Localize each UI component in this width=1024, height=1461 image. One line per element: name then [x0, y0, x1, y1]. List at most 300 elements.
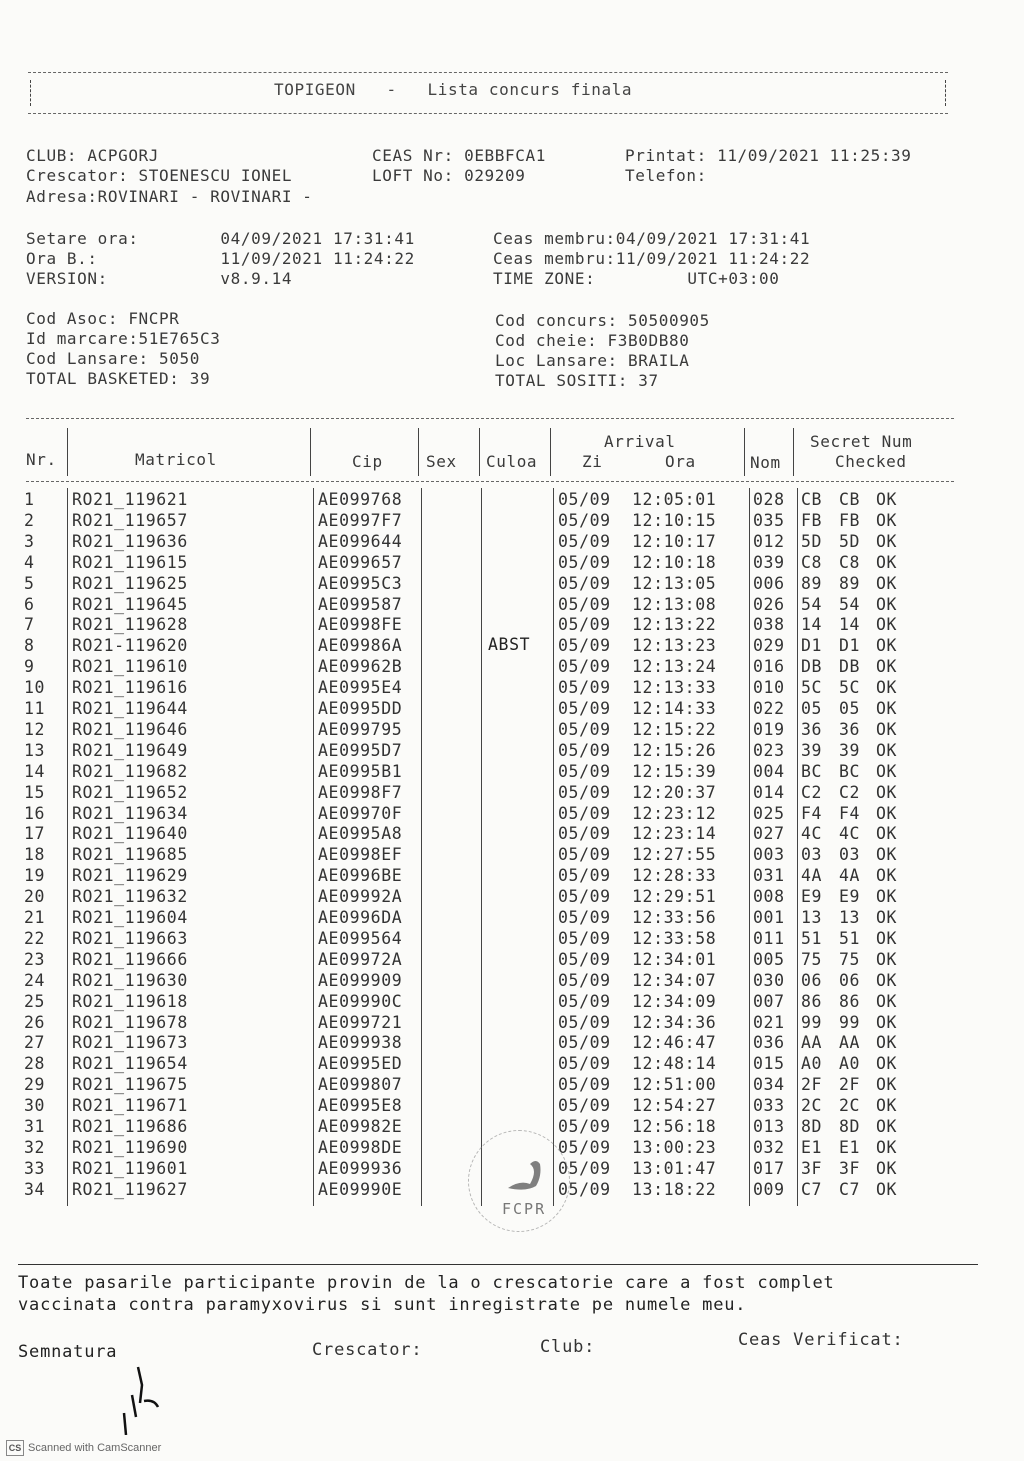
handwritten-signature [118, 1365, 168, 1435]
cell-zi: 05/09 [558, 761, 611, 781]
camscanner-logo-icon: CS [6, 1440, 24, 1456]
cell-cip: AE0996DA [318, 908, 403, 927]
cell-chk: OK [876, 1075, 898, 1095]
cell-s2: 99 [839, 1012, 861, 1032]
cell-chk: OK [876, 1137, 898, 1157]
cell-nr: 34 [24, 1179, 46, 1199]
cell-zi: 05/09 [558, 782, 611, 802]
cell-matricol: RO21-119620 [72, 636, 188, 656]
cell-s1: E1 [801, 1137, 823, 1157]
cell-matricol: RO21_119621 [72, 490, 188, 509]
cell-nr: 26 [24, 1012, 46, 1032]
cell-nr: 8 [24, 636, 35, 656]
cell-nr: 28 [24, 1054, 46, 1074]
cell-zi: 05/09 [558, 928, 611, 948]
cell-cip: AE099564 [318, 928, 403, 948]
camscanner-watermark [6, 1440, 161, 1456]
cell-s1: 36 [801, 719, 823, 739]
title-box-left-border [30, 80, 31, 106]
loc-lansare-label: Loc Lansare: BRAILA [495, 351, 690, 370]
cell-ora: 12:23:12 [632, 803, 717, 823]
cell-zi: 05/09 [558, 740, 611, 760]
cell-ora: 12:29:51 [632, 887, 717, 907]
cell-s1: 05 [801, 699, 823, 718]
cell-nom: 036 [753, 1033, 785, 1053]
cell-cip: AE0998DE [318, 1137, 403, 1157]
vaccination-note-line2: vaccinata contra paramyxovirus si sunt inregistrate pe numele meu. [18, 1295, 747, 1315]
cell-nr: 24 [24, 970, 46, 990]
cell-ora: 12:56:18 [632, 1117, 717, 1136]
cell-zi: 05/09 [558, 1054, 611, 1074]
header-sep-arrival [744, 428, 745, 476]
cell-ora: 12:15:39 [632, 761, 717, 781]
table-row [0, 657, 1024, 678]
cell-nr: 5 [24, 573, 35, 593]
cell-s1: 51 [801, 928, 823, 948]
cell-matricol: RO21_119630 [72, 970, 188, 990]
cell-matricol: RO21_119610 [72, 657, 188, 677]
cell-zi: 05/09 [558, 887, 611, 907]
ceas-membru-end: Ceas membru:11/09/2021 11:24:22 [493, 249, 811, 268]
cell-matricol: RO21_119686 [72, 1117, 188, 1136]
cell-ora: 12:34:07 [632, 970, 717, 990]
table-row [0, 762, 1024, 783]
col-header-ora: Ora [665, 452, 696, 471]
cell-matricol: RO21_119675 [72, 1075, 188, 1095]
table-row [0, 908, 1024, 929]
cell-s1: 39 [801, 740, 823, 760]
cell-ora: 12:10:17 [632, 531, 717, 551]
cell-ora: 12:23:14 [632, 824, 717, 844]
cell-cip: AE0995B1 [318, 761, 403, 781]
club-label: CLUB: ACPGORJ [26, 146, 160, 165]
cell-ora: 13:18:22 [632, 1179, 717, 1199]
cell-s1: 89 [801, 573, 823, 593]
cell-nr: 7 [24, 615, 35, 635]
cell-matricol: RO21_119673 [72, 1033, 188, 1053]
cell-zi: 05/09 [558, 1179, 611, 1199]
cell-nom: 012 [753, 531, 785, 551]
cell-zi: 05/09 [558, 991, 611, 1011]
cell-s1: BC [801, 761, 823, 781]
table-row [0, 783, 1024, 804]
vaccination-note-line1: Toate pasarile participante provin de la o crescatorie care a fost complet [18, 1273, 835, 1293]
cell-matricol: RO21_119690 [72, 1137, 188, 1157]
cell-ora: 12:10:15 [632, 510, 717, 530]
cell-ora: 12:13:22 [632, 615, 717, 635]
cell-s2: 54 [839, 594, 861, 614]
header-sep-culoa [550, 428, 551, 476]
cell-nom: 021 [753, 1012, 785, 1032]
cell-nom: 007 [753, 991, 785, 1011]
cell-s1: 2F [801, 1075, 823, 1095]
cell-s1: 5C [801, 678, 823, 698]
cell-matricol: RO21_119616 [72, 678, 188, 698]
cell-zi: 05/09 [558, 803, 611, 823]
cell-zi: 05/09 [558, 1012, 611, 1032]
cell-s1: 13 [801, 908, 823, 927]
cell-zi: 05/09 [558, 510, 611, 530]
cell-nr: 15 [24, 782, 46, 802]
cell-s1: A0 [801, 1054, 823, 1074]
col-header-culoa: Culoa [486, 452, 538, 471]
cod-asoc-label: Cod Asoc: FNCPR [26, 309, 180, 328]
cell-chk: OK [876, 761, 898, 781]
cell-s1: F4 [801, 803, 823, 823]
cell-matricol: RO21_119645 [72, 594, 188, 614]
cell-s2: BC [839, 761, 861, 781]
col-header-checked: Checked [835, 452, 907, 471]
time-zone-label: TIME ZONE: UTC+03:00 [493, 269, 780, 288]
cod-concurs-label: Cod concurs: 50500905 [495, 311, 710, 330]
table-row [0, 741, 1024, 762]
cell-zi: 05/09 [558, 719, 611, 739]
ora-b-label: Ora B.: 11/09/2021 11:24:22 [26, 249, 415, 268]
cell-nom: 005 [753, 949, 785, 969]
table-row [0, 615, 1024, 636]
cell-nr: 14 [24, 761, 46, 781]
cell-nom: 025 [753, 803, 785, 823]
cell-matricol: RO21_119654 [72, 1054, 188, 1074]
cell-cip: AE099721 [318, 1012, 403, 1032]
cell-s1: C2 [801, 782, 823, 802]
cell-cip: AE0997F7 [318, 510, 403, 530]
cell-zi: 05/09 [558, 678, 611, 698]
cell-nom: 009 [753, 1179, 785, 1199]
cell-s1: 54 [801, 594, 823, 614]
cell-s1: 4A [801, 866, 823, 886]
cell-chk: OK [876, 594, 898, 614]
cell-ora: 12:33:56 [632, 908, 717, 927]
cell-chk: OK [876, 1117, 898, 1136]
cell-matricol: RO21_119646 [72, 719, 188, 739]
table-row [0, 1054, 1024, 1075]
header-sep-nom [793, 428, 794, 476]
cell-s2: 36 [839, 719, 861, 739]
table-row [0, 511, 1024, 532]
cell-matricol: RO21_119644 [72, 699, 188, 718]
cell-cip: AE0995DD [318, 699, 403, 718]
cell-nr: 33 [24, 1158, 46, 1178]
cell-s2: 86 [839, 991, 861, 1011]
cell-chk: OK [876, 719, 898, 739]
table-row [0, 1033, 1024, 1054]
cell-s2: 03 [839, 845, 861, 865]
cell-nom: 038 [753, 615, 785, 635]
cell-zi: 05/09 [558, 1158, 611, 1178]
cell-cip: AE09972A [318, 949, 403, 969]
cell-cip: AE09986A [318, 636, 403, 656]
total-basketed-label: TOTAL BASKETED: 39 [26, 369, 211, 388]
cell-chk: OK [876, 740, 898, 760]
table-row [0, 866, 1024, 887]
setare-ora-label: Setare ora: 04/09/2021 17:31:41 [26, 229, 415, 248]
cell-matricol: RO21_119618 [72, 991, 188, 1011]
cell-nom: 028 [753, 490, 785, 509]
semnatura-label: Semnatura [18, 1342, 118, 1362]
cell-nr: 9 [24, 657, 35, 677]
table-row [0, 845, 1024, 866]
cell-nom: 010 [753, 678, 785, 698]
cell-s2: 51 [839, 928, 861, 948]
cell-zi: 05/09 [558, 490, 611, 509]
cell-matricol: RO21_119628 [72, 615, 188, 635]
cell-s1: 06 [801, 970, 823, 990]
cell-nr: 1 [24, 490, 35, 509]
table-row [0, 824, 1024, 845]
cell-cip: AE0995C3 [318, 573, 403, 593]
table-row [0, 929, 1024, 950]
cell-matricol: RO21_119649 [72, 740, 188, 760]
cell-s2: 75 [839, 949, 861, 969]
cell-cip: AE0995ED [318, 1054, 403, 1074]
cell-nom: 034 [753, 1075, 785, 1095]
cell-cip: AE09970F [318, 803, 403, 823]
table-header-top-border [26, 418, 954, 419]
cell-s2: D1 [839, 636, 861, 656]
cell-nom: 019 [753, 719, 785, 739]
cell-matricol: RO21_119657 [72, 510, 188, 530]
cell-chk: OK [876, 1179, 898, 1199]
cell-matricol: RO21_119666 [72, 949, 188, 969]
col-header-nom: Nom [750, 453, 781, 472]
cell-cip: AE0996BE [318, 866, 403, 886]
cell-nr: 25 [24, 991, 46, 1011]
col-header-cip: Cip [352, 452, 383, 471]
cell-nom: 026 [753, 594, 785, 614]
cod-cheie-label: Cod cheie: F3B0DB80 [495, 331, 690, 350]
cell-zi: 05/09 [558, 657, 611, 677]
club-signature-label: Club: [540, 1337, 596, 1357]
cell-s1: 4C [801, 824, 823, 844]
title-box-bottom-border [28, 113, 948, 114]
cell-nr: 20 [24, 887, 46, 907]
cell-chk: OK [876, 531, 898, 551]
total-sositi-label: TOTAL SOSITI: 37 [495, 371, 659, 390]
cell-nom: 023 [753, 740, 785, 760]
cell-nr: 16 [24, 803, 46, 823]
cell-nr: 32 [24, 1137, 46, 1157]
cell-cip: AE0995D7 [318, 740, 403, 760]
cell-ora: 12:13:33 [632, 678, 717, 698]
table-row [0, 887, 1024, 908]
cell-ora: 12:13:23 [632, 636, 717, 656]
cell-s1: C8 [801, 552, 823, 572]
cell-chk: OK [876, 636, 898, 656]
table-row [0, 636, 1024, 657]
cell-chk: OK [876, 1096, 898, 1116]
cell-s1: 86 [801, 991, 823, 1011]
cell-zi: 05/09 [558, 594, 611, 614]
cell-chk: OK [876, 1012, 898, 1032]
cell-nom: 035 [753, 510, 785, 530]
cell-s2: 5C [839, 678, 861, 698]
cell-nr: 19 [24, 866, 46, 886]
footer-divider [18, 1264, 978, 1265]
cell-matricol: RO21_119678 [72, 1012, 188, 1032]
cell-nr: 12 [24, 719, 46, 739]
cell-cip: AE09990E [318, 1179, 403, 1199]
cell-ora: 12:28:33 [632, 866, 717, 886]
cell-s2: E1 [839, 1137, 861, 1157]
culoa-abst-note: ABST [488, 635, 531, 654]
ceas-membru-start: Ceas membru:04/09/2021 17:31:41 [493, 229, 811, 248]
cell-zi: 05/09 [558, 970, 611, 990]
cell-s1: DB [801, 657, 823, 677]
cell-s2: C7 [839, 1179, 861, 1199]
id-marcare-label: Id marcare:51E765C3 [26, 329, 221, 348]
cell-s2: A0 [839, 1054, 861, 1074]
cell-chk: OK [876, 866, 898, 886]
cell-nr: 17 [24, 824, 46, 844]
cell-ora: 12:13:05 [632, 573, 717, 593]
cell-ora: 12:13:24 [632, 657, 717, 677]
cell-s2: C2 [839, 782, 861, 802]
cell-cip: AE0995A8 [318, 824, 403, 844]
cell-cip: AE099807 [318, 1075, 403, 1095]
cell-matricol: RO21_119640 [72, 824, 188, 844]
table-row [0, 720, 1024, 741]
cell-cip: AE0998EF [318, 845, 403, 865]
table-row [0, 1075, 1024, 1096]
cell-nom: 011 [753, 928, 785, 948]
cell-nom: 029 [753, 636, 785, 656]
cell-chk: OK [876, 573, 898, 593]
cell-chk: OK [876, 1054, 898, 1074]
cell-matricol: RO21_119634 [72, 803, 188, 823]
table-row [0, 532, 1024, 553]
cell-cip: AE099644 [318, 531, 403, 551]
camscanner-text: Scanned with CamScanner [28, 1442, 162, 1454]
printat-label: Printat: 11/09/2021 11:25:39 [625, 146, 912, 165]
cell-zi: 05/09 [558, 615, 611, 635]
cell-s2: 8D [839, 1117, 861, 1136]
cell-zi: 05/09 [558, 845, 611, 865]
cell-cip: AE0998FE [318, 615, 403, 635]
cell-chk: OK [876, 490, 898, 509]
table-header-bottom-border [26, 481, 954, 482]
cell-zi: 05/09 [558, 949, 611, 969]
loft-no-label: LOFT No: 029209 [372, 166, 526, 185]
cell-cip: AE099909 [318, 970, 403, 990]
cell-ora: 12:10:18 [632, 552, 717, 572]
cell-s1: C7 [801, 1179, 823, 1199]
document-title: TOPIGEON - Lista concurs finala [274, 80, 633, 99]
cell-chk: OK [876, 510, 898, 530]
cell-nom: 016 [753, 657, 785, 677]
cell-cip: AE099587 [318, 594, 403, 614]
cell-s2: 3F [839, 1158, 861, 1178]
cell-chk: OK [876, 970, 898, 990]
cell-matricol: RO21_119625 [72, 573, 188, 593]
cell-cip: AE099795 [318, 719, 403, 739]
cell-s2: DB [839, 657, 861, 677]
cell-cip: AE09992A [318, 887, 403, 907]
col-header-secret-num: Secret Num [810, 432, 913, 451]
cell-cip: AE099938 [318, 1033, 403, 1053]
cell-s1: D1 [801, 636, 823, 656]
cell-cip: AE0995E8 [318, 1096, 403, 1116]
cell-nom: 006 [753, 573, 785, 593]
cell-s2: 05 [839, 699, 861, 718]
table-row [0, 992, 1024, 1013]
cell-s2: FB [839, 510, 861, 530]
cell-ora: 12:05:01 [632, 490, 717, 509]
cell-s1: 3F [801, 1158, 823, 1178]
col-header-arrival: Arrival [604, 432, 676, 451]
cell-matricol: RO21_119671 [72, 1096, 188, 1116]
cell-s1: 5D [801, 531, 823, 551]
table-row [0, 574, 1024, 595]
cell-chk: OK [876, 824, 898, 844]
cell-matricol: RO21_119627 [72, 1179, 188, 1199]
cell-s2: 14 [839, 615, 861, 635]
cell-zi: 05/09 [558, 552, 611, 572]
cell-zi: 05/09 [558, 866, 611, 886]
cell-matricol: RO21_119685 [72, 845, 188, 865]
col-header-matricol: Matricol [135, 450, 217, 469]
cell-ora: 12:51:00 [632, 1075, 717, 1095]
cell-s2: E9 [839, 887, 861, 907]
cell-cip: AE0995E4 [318, 678, 403, 698]
col-header-zi: Zi [582, 452, 603, 471]
cell-chk: OK [876, 1158, 898, 1178]
cell-nr: 4 [24, 552, 35, 572]
cell-nom: 031 [753, 866, 785, 886]
col-header-nr: Nr. [26, 450, 57, 469]
cell-nom: 039 [753, 552, 785, 572]
header-sep-matricol [310, 428, 311, 476]
pigeon-stamp-icon [500, 1150, 550, 1195]
cell-s2: CB [839, 490, 861, 509]
header-sep-cip [418, 428, 419, 476]
cell-nom: 030 [753, 970, 785, 990]
cod-lansare-label: Cod Lansare: 5050 [26, 349, 200, 368]
cell-cip: AE099657 [318, 552, 403, 572]
cell-nr: 13 [24, 740, 46, 760]
cell-nr: 18 [24, 845, 46, 865]
crescator-signature-label: Crescator: [312, 1340, 423, 1360]
cell-zi: 05/09 [558, 1075, 611, 1095]
cell-matricol: RO21_119663 [72, 928, 188, 948]
header-sep-nr [67, 428, 68, 476]
cell-nr: 11 [24, 699, 46, 718]
ceas-nr-label: CEAS Nr: 0EBBFCA1 [372, 146, 546, 165]
cell-ora: 12:14:33 [632, 699, 717, 718]
cell-s2: 39 [839, 740, 861, 760]
cell-cip: AE0998F7 [318, 782, 403, 802]
cell-chk: OK [876, 991, 898, 1011]
table-row [0, 595, 1024, 616]
col-header-sex: Sex [426, 452, 457, 471]
cell-cip: AE09962B [318, 657, 403, 677]
cell-nom: 033 [753, 1096, 785, 1116]
cell-chk: OK [876, 782, 898, 802]
cell-ora: 12:27:55 [632, 845, 717, 865]
cell-ora: 12:15:26 [632, 740, 717, 760]
cell-s1: 03 [801, 845, 823, 865]
cell-ora: 12:34:36 [632, 1012, 717, 1032]
telefon-label: Telefon: [625, 166, 707, 185]
cell-ora: 12:46:47 [632, 1033, 717, 1053]
cell-nr: 22 [24, 928, 46, 948]
cell-ora: 13:01:47 [632, 1158, 717, 1178]
cell-matricol: RO21_119629 [72, 866, 188, 886]
cell-nr: 23 [24, 949, 46, 969]
cell-ora: 12:54:27 [632, 1096, 717, 1116]
cell-nom: 001 [753, 908, 785, 927]
cell-nr: 30 [24, 1096, 46, 1116]
